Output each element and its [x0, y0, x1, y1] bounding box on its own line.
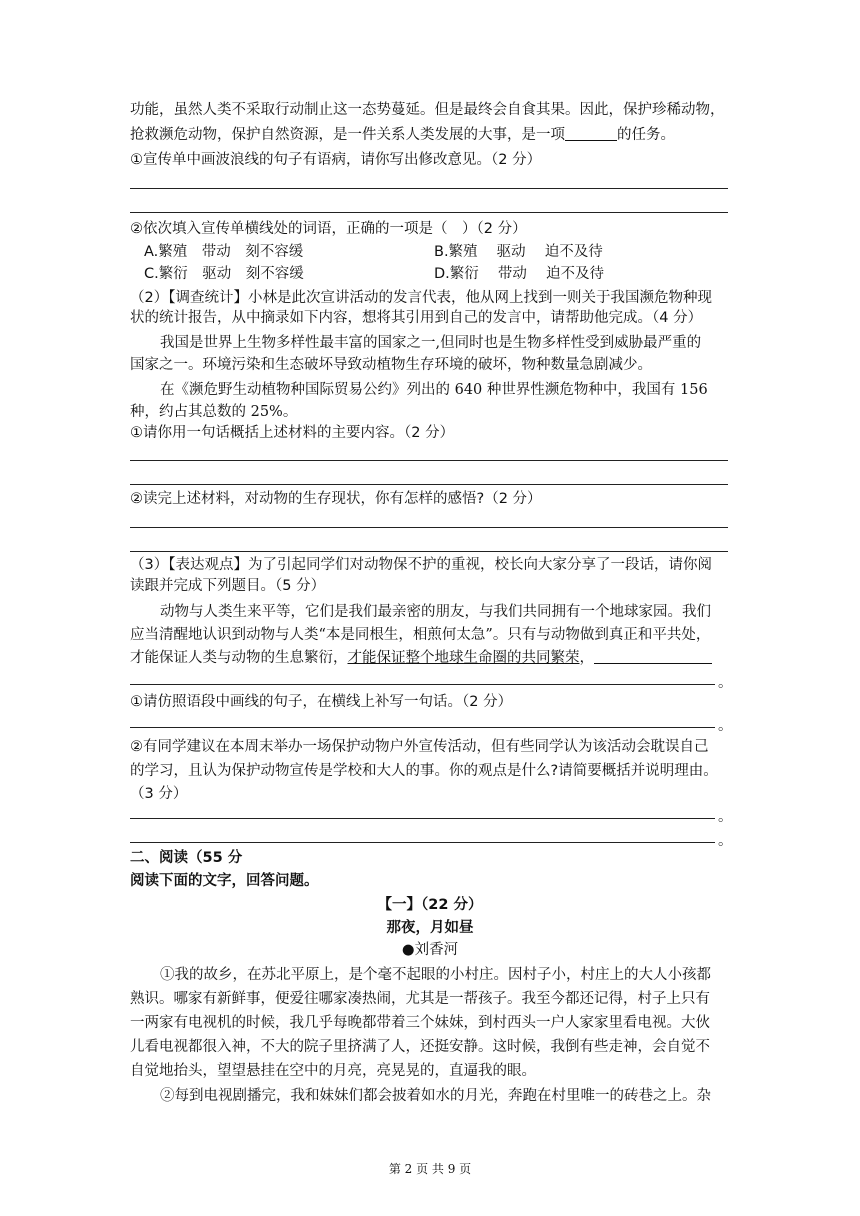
article-line: 一两家有电视机的时候，我几乎每晚都带着三个妹妹，到村西头一户人家家里看电视。大伙 — [130, 1015, 710, 1031]
option-d[interactable]: D.繁衍 带动 迫不及待 — [434, 266, 604, 282]
reading-instruction: 阅读下面的文字，回答问题。 — [130, 873, 319, 889]
answer-line[interactable] — [130, 842, 715, 843]
q2-heading-line-2: 状的统计报告，从中摘录如下内容，想将其引用到自己的发言中，请帮助他完成。（4 分） — [130, 310, 703, 326]
q2-heading-line-1: （2）【调查统计】小林是此次宣讲活动的发言代表，他从网上找到一则关于我国濒危物种现 — [130, 290, 712, 306]
q3-sub2-line-3: （3 分） — [130, 786, 188, 802]
article-line: ②每到电视剧播完，我和妹妹们都会披着如水的月光，奔跑在村里唯一的砖巷之上。杂 — [160, 1088, 711, 1104]
q3-sub1-prompt: ①请仿照语段中画线的句子，在横线上补写一句话。（2 分） — [130, 694, 513, 710]
material-line-4: 种，约占其总数的 25%。 — [130, 404, 298, 420]
material-line-3: 在《濒危野生动植物种国际贸易公约》列出的 640 种世界性濒危物种中，我国有 156 — [160, 382, 708, 398]
intro-line-2 — [130, 125, 675, 145]
answer-line[interactable] — [130, 188, 728, 189]
answer-blank-short[interactable] — [565, 126, 617, 141]
answer-line[interactable] — [130, 551, 728, 552]
option-b[interactable]: B.繁殖 驱动 迫不及待 — [434, 244, 603, 260]
article-line: 熟识。哪家有新鲜事，便爱往哪家凑热闹，尤其是一帮孩子。我至今都还记得，村子上只有 — [130, 991, 710, 1007]
quote-line-3a: 才能保证人类与动物的生息繁衍， — [130, 650, 348, 666]
section-heading: 二、阅读（55 分 — [130, 850, 243, 866]
period-mark: 。 — [718, 718, 733, 734]
quote-line-2: 应当清醒地认识到动物与人类“本是同根生，相煎何太急”。只有与动物做到真正和平共处， — [130, 627, 711, 643]
quote-line-3c: ， — [579, 650, 594, 666]
q3-sub2-line-1: ②有同学建议在本周末举办一场保护动物户外宣传活动，但有些同学认为该活动会耽误自己 — [130, 739, 709, 755]
q3-sub2-line-2: 的学习，且认为保护动物宣传是学校和大人的事。你的观点是什么?请简要概括并说明理由。 — [130, 763, 718, 779]
q3-heading-line-2: 读跟并完成下列题目。（5 分） — [130, 578, 326, 594]
q2-sub1-prompt: ①请你用一句话概括上述材料的主要内容。（2 分） — [130, 425, 455, 441]
article-title: 那夜，月如昼 — [386, 920, 474, 936]
answer-line[interactable] — [130, 484, 728, 485]
option-a[interactable]: A.繁殖 带动 刻不容缓 — [144, 244, 304, 260]
material-line-2: 国家之一。环境污染和生态破坏导致动植物生存环境的破坏，物种数量急剧减少。 — [130, 357, 652, 373]
answer-line[interactable] — [130, 460, 728, 461]
material-line-1: 我国是世界上生物多样性最丰富的国家之一,但同时也是生物多样性受到威胁最严重的 — [160, 335, 702, 351]
answer-line[interactable] — [130, 727, 715, 728]
q1-sub1-prompt: ①宣传单中画波浪线的句子有语病，请你写出修改意见。（2 分） — [130, 152, 542, 168]
answer-line[interactable] — [130, 818, 715, 819]
intro-line-2b: 的任务。 — [617, 127, 675, 143]
q2-sub2-prompt: ②读完上述材料，对动物的生存现状，你有怎样的感悟?（2 分） — [130, 491, 542, 507]
answer-blank-long[interactable] — [594, 649, 712, 664]
quote-line-3 — [130, 648, 712, 668]
option-c[interactable]: C.繁衍 驱动 刻不容缓 — [144, 266, 304, 282]
answer-line[interactable] — [130, 684, 715, 685]
article-line: ①我的故乡，在苏北平原上，是个毫不起眼的小村庄。因村子小，村庄上的大人小孩都 — [160, 967, 711, 983]
q1-sub2-prompt: ②依次填入宣传单横线处的词语，正确的一项是（ ）（2 分） — [130, 221, 527, 237]
intro-line-2a: 抢救濒危动物，保护自然资源，是一件关系人类发展的大事，是一项 — [130, 127, 565, 143]
period-mark: 。 — [718, 809, 733, 825]
q3-heading-line-1: （3）【表达观点】为了引起同学们对动物保不护的重视，校长向大家分享了一段话，请你阅 — [130, 557, 712, 573]
answer-line[interactable] — [130, 212, 728, 213]
quote-line-1: 动物与人类生来平等，它们是我们最亲密的朋友，与我们共同拥有一个地球家园。我们 — [160, 604, 711, 620]
underlined-sentence: 才能保证整个地球生命圈的共同繁荣 — [347, 650, 580, 666]
intro-line-1: 功能，虽然人类不采取行动制止这一态势蔓延。但是最终会自食其果。因此，保护珍稀动物， — [130, 102, 725, 118]
page-footer: 第 2 页 共 9 页 — [388, 1162, 472, 1176]
article-line: 自觉地抬头，望望悬挂在空中的月亮，亮晃晃的，直逼我的眼。 — [130, 1063, 536, 1079]
part-label: 【一】（22 分） — [377, 897, 483, 913]
period-mark: 。 — [718, 675, 733, 691]
period-mark: 。 — [718, 833, 733, 849]
article-author: ●刘香河 — [401, 942, 459, 958]
answer-line[interactable] — [130, 527, 728, 528]
article-line: 儿看电视都很入神，不大的院子里挤满了人，还挺安静。这时候，我倒有些走神，会自觉不 — [130, 1039, 710, 1055]
